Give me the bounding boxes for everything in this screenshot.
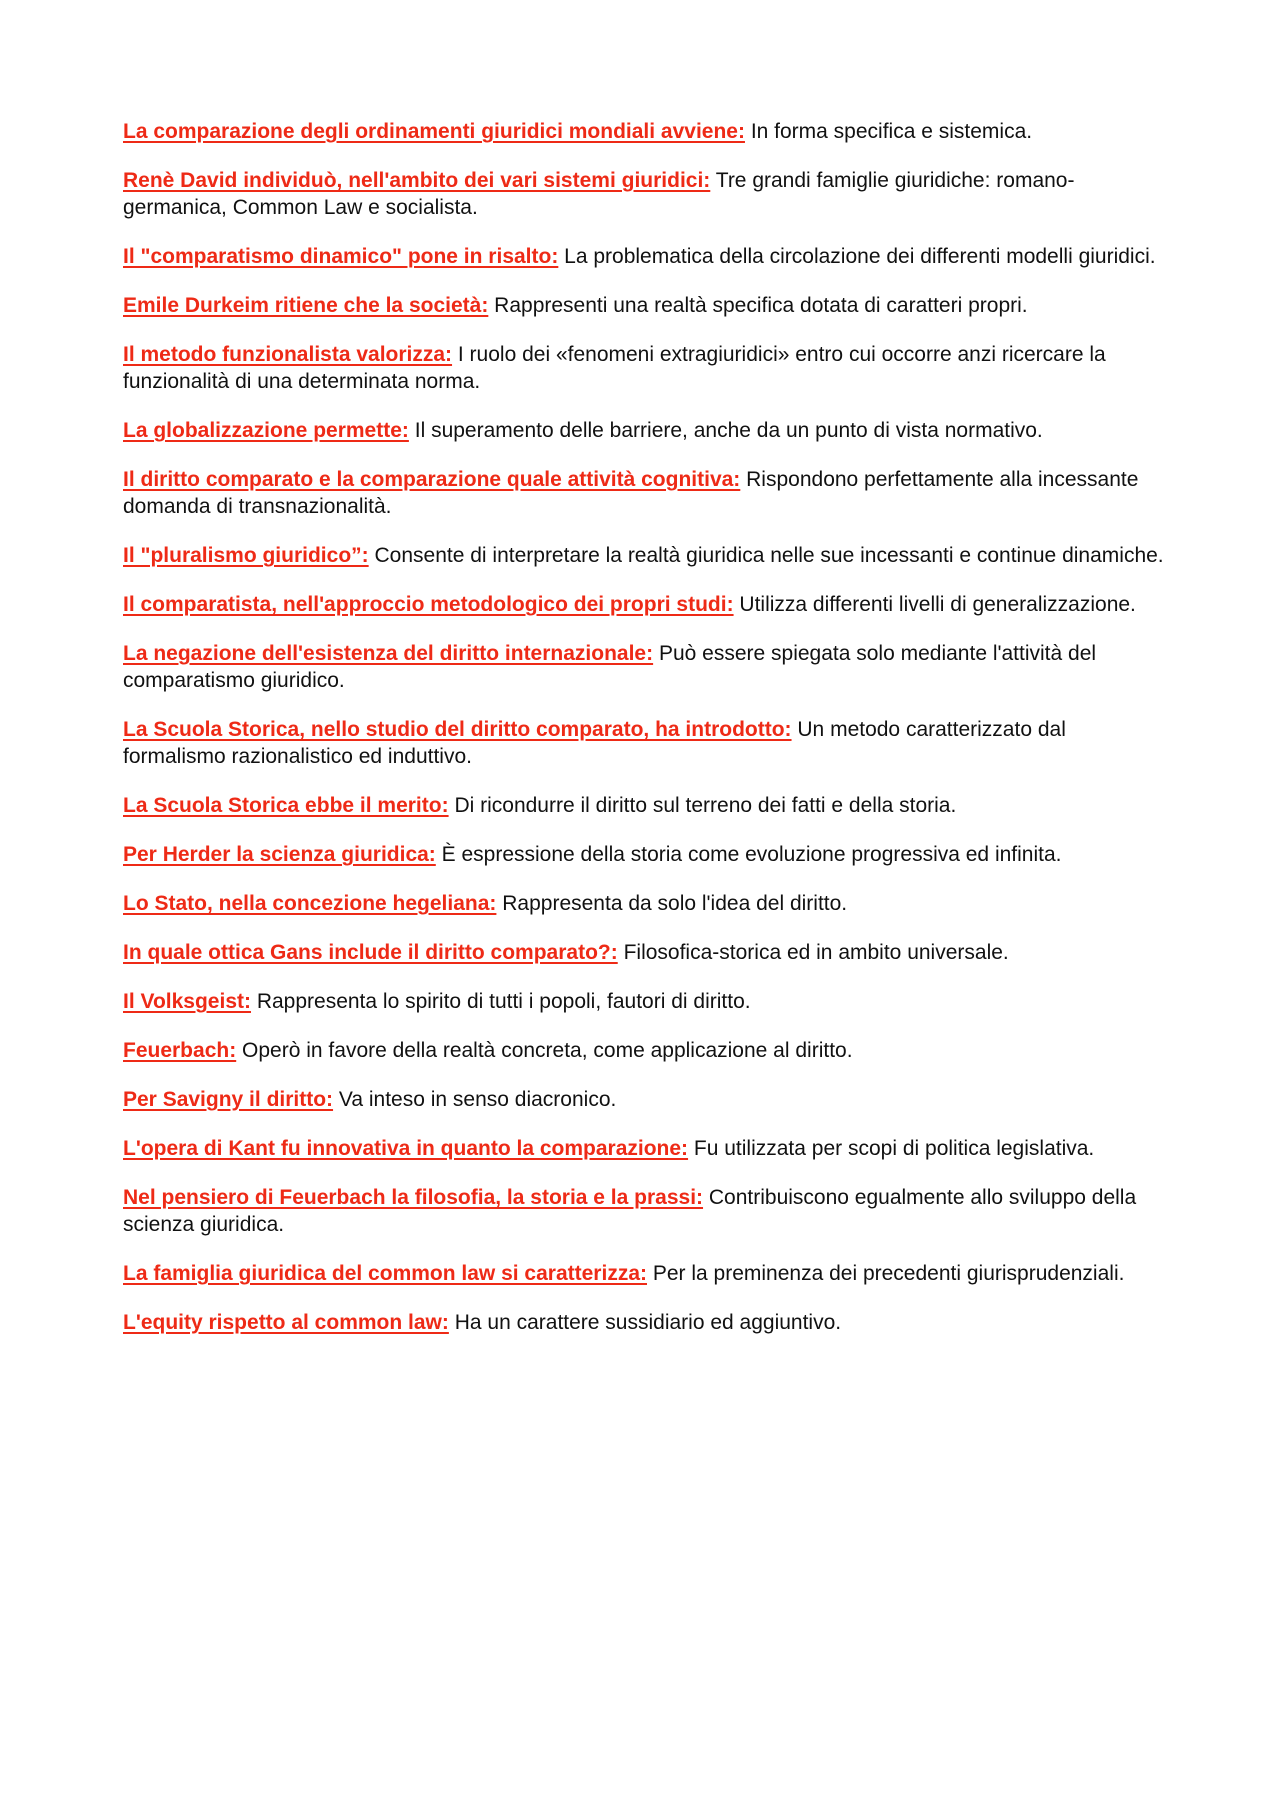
question-text: La negazione dell'esistenza del diritto internazionale: [123,642,654,665]
qa-item [123,1184,1170,1238]
qa-item [123,988,1170,1015]
answer-text: Il superamento delle barriere, anche da un punto di vista normativo. [414,419,1043,442]
qa-item [123,417,1170,444]
answer-text: Un metodo caratterizzato dal formalismo razionalistico ed induttivo. [123,718,1066,768]
question-text: La comparazione degli ordinamenti giuridici mondiali avviene: [123,120,745,143]
answer-text: Rappresenta da solo l'idea del diritto. [502,892,848,915]
qa-item [123,243,1170,270]
qa-item [123,292,1170,319]
answer-text: Va inteso in senso diacronico. [338,1088,617,1111]
answer-text: Rispondono perfettamente alla incessante domanda di transnazionalità. [123,468,1139,518]
question-text: Il comparatista, nell'approccio metodologico dei propri studi: [123,593,734,616]
question-text: Lo Stato, nella concezione hegeliana: [123,892,497,915]
answer-text: Fu utilizzata per scopi di politica legislativa. [693,1137,1095,1160]
qa-item [123,640,1170,694]
qa-item [123,1309,1170,1336]
answer-text: Consente di interpretare la realtà giuridica nelle sue incessanti e continue dinamiche. [374,544,1164,567]
answer-text: I ruolo dei «fenomeni extragiuridici» entro cui occorre anzi ricercare la funzionalità di una determinata norma. [123,343,1106,393]
qa-item [123,341,1170,395]
qa-item [123,716,1170,770]
question-text: La Scuola Storica, nello studio del diritto comparato, ha introdotto: [123,718,792,741]
answer-text: Operò in favore della realtà concreta, come applicazione al diritto. [242,1039,853,1062]
question-text: Il metodo funzionalista valorizza: [123,343,453,366]
qa-item [123,118,1170,145]
question-text: La globalizzazione permette: [123,419,409,442]
qa-item [123,167,1170,221]
question-text: L'opera di Kant fu innovativa in quanto la comparazione: [123,1137,689,1160]
qa-item [123,890,1170,917]
question-text: In quale ottica Gans include il diritto comparato?: [123,941,618,964]
answer-text: In forma specifica e sistemica. [750,120,1033,143]
qa-item [123,1086,1170,1113]
qa-item [123,1037,1170,1064]
qa-item [123,939,1170,966]
answer-text: Rappresenti una realtà specifica dotata di caratteri propri. [494,294,1028,317]
answer-text: Ha un carattere sussidiario ed aggiuntivo. [454,1311,842,1334]
question-text: Il "comparatismo dinamico" pone in risalto: [123,245,559,268]
qa-item [123,466,1170,520]
question-text: Il Volksgeist: [123,990,251,1013]
qa-item [123,591,1170,618]
question-text: Nel pensiero di Feuerbach la filosofia, la storia e la prassi: [123,1186,704,1209]
qa-item [123,542,1170,569]
answer-text: La problematica della circolazione dei differenti modelli giuridici. [564,245,1156,268]
answer-text: Di ricondurre il diritto sul terreno dei fatti e della storia. [454,794,957,817]
question-text: La famiglia giuridica del common law si caratterizza: [123,1262,647,1285]
question-text: Renè David individuò, nell'ambito dei vari sistemi giuridici: [123,169,711,192]
question-text: Il diritto comparato e la comparazione quale attività cognitiva: [123,468,741,491]
question-text: La Scuola Storica ebbe il merito: [123,794,449,817]
question-text: L'equity rispetto al common law: [123,1311,449,1334]
answer-text: Tre grandi famiglie giuridiche: romano-germanica, Common Law e socialista. [123,169,1075,219]
question-text: Per Savigny il diritto: [123,1088,334,1111]
question-text: Per Herder la scienza giuridica: [123,843,436,866]
qa-list [123,118,1170,1336]
question-text: Feuerbach: [123,1039,237,1062]
qa-item [123,841,1170,868]
answer-text: Può essere spiegata solo mediante l'attività del comparatismo giuridico. [123,642,1097,692]
answer-text: Rappresenta lo spirito di tutti i popoli, fautori di diritto. [256,990,751,1013]
answer-text: Filosofica-storica ed in ambito universale. [623,941,1009,964]
answer-text: Contribuiscono egualmente allo sviluppo della scienza giuridica. [123,1186,1137,1236]
answer-text: È espressione della storia come evoluzione progressiva ed infinita. [441,843,1062,866]
answer-text: Utilizza differenti livelli di generalizzazione. [739,593,1136,616]
question-text: Il "pluralismo giuridico”: [123,544,369,567]
qa-item [123,1135,1170,1162]
answer-text: Per la preminenza dei precedenti giurisprudenziali. [652,1262,1125,1285]
qa-item [123,1260,1170,1287]
qa-item [123,792,1170,819]
question-text: Emile Durkeim ritiene che la società: [123,294,489,317]
